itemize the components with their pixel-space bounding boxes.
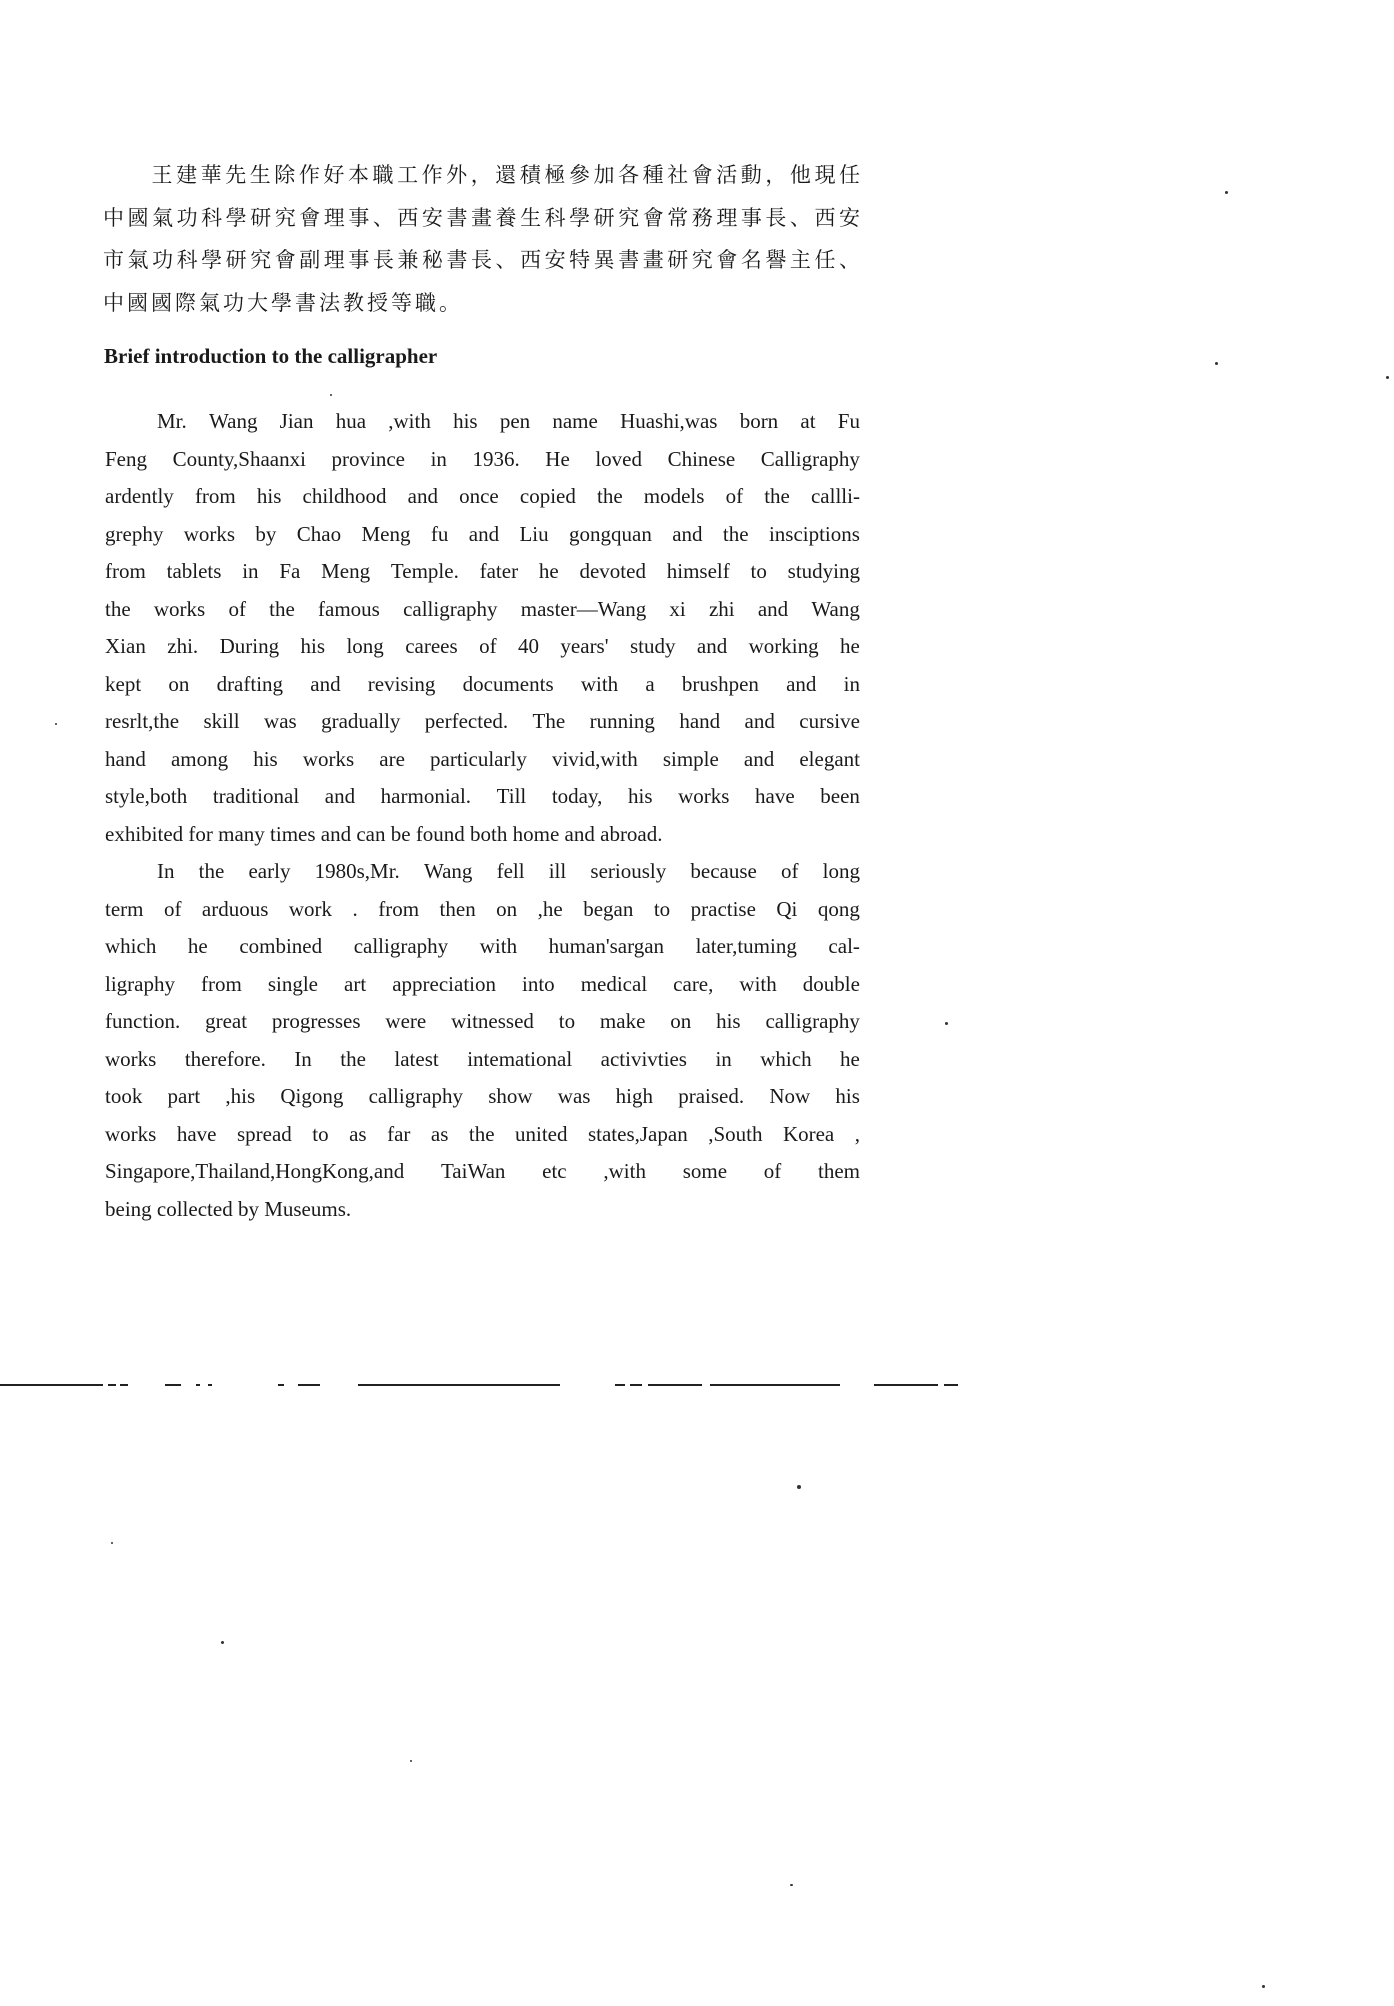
page-divider (0, 1384, 980, 1388)
text-line: grephy works by Chao Meng fu and Liu gongquan and the insciptions (105, 521, 860, 546)
english-paragraph-2 (105, 853, 860, 1228)
scan-speck (410, 1760, 412, 1762)
text-line: In the early 1980s,Mr. Wang fell ill seriously because of long (157, 859, 860, 883)
scan-speck (1215, 362, 1218, 365)
scan-speck (111, 1542, 113, 1544)
chinese-paragraph (103, 154, 863, 324)
section-heading: Brief introduction to the calligrapher (104, 344, 438, 368)
scan-speck (55, 723, 57, 725)
text-line: style,both traditional and harmonial. Till today, his works have been (105, 784, 860, 808)
scan-speck (1386, 376, 1389, 379)
text-line: took part ,his Qigong calligraphy show was high praised. Now his (105, 1084, 860, 1108)
english-body (105, 403, 860, 1228)
text-line: Singapore,Thailand,HongKong,and TaiWan etc ,with some of them (105, 1159, 860, 1183)
scan-speck (790, 1884, 793, 1886)
text-line: kept on drafting and revising documents with a brushpen and in (105, 671, 860, 696)
text-line: Feng County,Shaanxi province in 1936. He loved Chinese Calligraphy (105, 446, 860, 471)
scan-speck (945, 1022, 948, 1025)
scan-speck (797, 1485, 801, 1489)
text-line: term of arduous work . from then on ,he began to practise Qi qong (105, 896, 860, 921)
scan-speck (221, 1641, 224, 1644)
text-line: the works of the famous calligraphy master—Wang xi zhi and Wang (105, 596, 860, 621)
text-line: ligraphy from single art appreciation into medical care, with double (105, 971, 860, 996)
text-line: works therefore. In the latest intemational activivties in which he (105, 1046, 860, 1071)
scan-speck (1262, 1985, 1265, 1988)
text-line: resrlt,the skill was gradually perfected. The running hand and cursive (105, 709, 860, 733)
english-paragraph-1 (105, 403, 860, 853)
text-line: function. great progresses were witnessed to make on his calligraphy (105, 1009, 860, 1033)
text-line: hand among his works are particularly vivid,with simple and elegant (105, 746, 860, 771)
text-line: exhibited for many times and can be found both home and abroad. (105, 821, 663, 846)
text-line: ardently from his childhood and once copied the models of the callli- (105, 484, 860, 508)
chinese-paragraph-text: 王建華先生除作好本職工作外，還積極參加各種社會活動，他現任中國氣功科學研究會理事、西安書畫養生科學研究會常務理事長、西安市氣功科學研究會副理事長兼秘書長、西安特異書畫研究會名譽主任、中國國際氣功大學書法教授等職。 (103, 163, 863, 315)
text-line: which he combined calligraphy with human'sargan later,tuming cal- (105, 934, 860, 958)
text-line: Xian zhi. During his long carees of 40 years' study and working he (105, 634, 860, 658)
text-line: works have spread to as far as the united states,Japan ,South Korea , (105, 1121, 860, 1146)
scan-speck (330, 394, 332, 396)
text-line: being collected by Museums. (105, 1196, 352, 1221)
text-line: Mr. Wang Jian hua ,with his pen name Huashi,was born at Fu (157, 409, 860, 433)
scan-speck (1225, 191, 1228, 194)
text-line: from tablets in Fa Meng Temple. fater he devoted himself to studying (105, 559, 860, 583)
